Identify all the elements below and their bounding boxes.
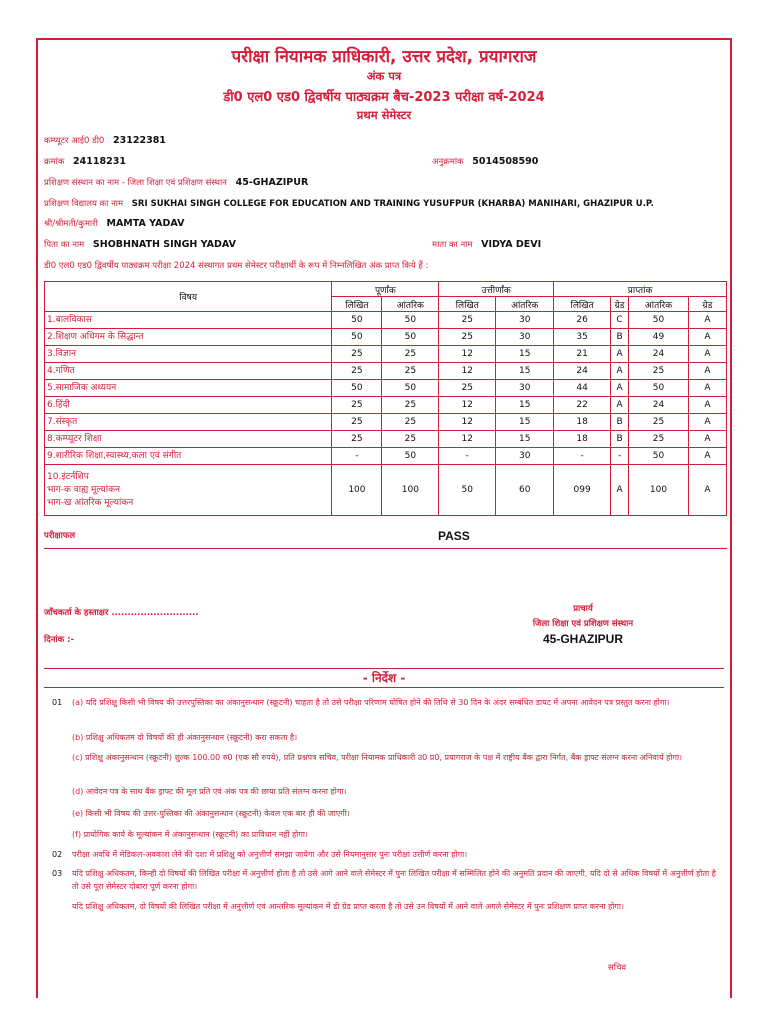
grade-internal-cell: A — [688, 346, 726, 363]
table-row — [45, 448, 727, 465]
grade-written-cell: A — [611, 346, 629, 363]
pass-written-cell: - — [439, 448, 496, 465]
pass-internal-cell: 30 — [496, 312, 554, 329]
instruction-number: 02 — [52, 850, 63, 859]
instruction-3a — [44, 867, 724, 897]
obtained-written-cell: 22 — [554, 397, 611, 414]
pass-written-cell: 50 — [439, 465, 496, 516]
course-title: डी0 एल0 एड0 द्विवर्षीय पाठ्यक्रम बैच-2023 परीक्षा वर्ष-2024 — [223, 90, 545, 105]
principal-title: प्राचार्य — [573, 604, 593, 614]
instructions-title: - निर्देश - — [44, 668, 724, 688]
obtained-written-cell: 099 — [554, 465, 611, 516]
grade-internal-cell: A — [688, 448, 726, 465]
serial-value: 24118231 — [73, 156, 126, 167]
grade-internal-cell: A — [688, 312, 726, 329]
pass-internal-cell: 30 — [496, 380, 554, 397]
pass-internal-cell: 60 — [496, 465, 554, 516]
computer-id-label: कम्प्यूटर आई0 डी0 — [44, 136, 105, 146]
full-marks-header: पूर्णांक — [332, 282, 439, 297]
internal-header: आंतरिक — [629, 297, 689, 312]
grade-written-cell: B — [611, 414, 629, 431]
obtained-written-cell: 44 — [554, 380, 611, 397]
full-written-cell: 25 — [332, 397, 382, 414]
full-internal-cell: 100 — [382, 465, 439, 516]
obtained-marks-header: प्राप्तांक — [554, 282, 727, 297]
subject-cell: 9.शारीरिक शिक्षा,स्वास्थ्य,कला एवं संगीत — [45, 448, 332, 465]
full-written-cell: 25 — [332, 346, 382, 363]
subject-cell: 5.सामाजिक अध्ययन — [45, 380, 332, 397]
pass-written-cell: 12 — [439, 431, 496, 448]
instruction-1b — [44, 731, 724, 745]
subject-cell: 4.गणित — [45, 363, 332, 380]
subject-header: विषय — [45, 282, 332, 312]
pass-written-cell: 12 — [439, 363, 496, 380]
instruction-1c — [44, 751, 724, 781]
roll-value: 5014508590 — [472, 156, 539, 167]
pass-marks-header: उत्तीर्णांक — [439, 282, 554, 297]
college-field — [44, 198, 654, 209]
table-row — [45, 397, 727, 414]
pass-internal-cell: 30 — [496, 448, 554, 465]
instruction-text: (f) प्रायोगिक कार्य के मूल्यांकन में अंकानुसन्धान (स्क्रूटनी) का प्राविधान नहीं होगा। — [72, 830, 308, 839]
date-label: दिनांक :- — [44, 635, 75, 645]
pass-internal-cell: 15 — [496, 397, 554, 414]
instruction-1a — [44, 696, 724, 726]
secretary-signature: सचिव — [608, 963, 627, 973]
subject-cell: 6.हिंदी — [45, 397, 332, 414]
internal-header: आंतरिक — [382, 297, 439, 312]
grade-internal-cell: A — [688, 431, 726, 448]
principal-institute: जिला शिक्षा एवं प्रशिक्षण संस्थान — [532, 619, 634, 629]
pass-internal-cell: 15 — [496, 363, 554, 380]
serial-field — [44, 156, 126, 167]
table-row — [45, 346, 727, 363]
authority-title: परीक्षा नियामक प्राधिकारी, उत्तर प्रदेश, प्रयागराज — [231, 47, 537, 67]
table-row — [45, 312, 727, 329]
instruction-text: यदि प्रशिक्षु अधिकतम, किन्ही दो विषयों की लिखित परीक्षा में अनुत्तीर्ण होता है तो उसे आगे आने वाले सेमेस्टर में पुनः लिखित परीक्षा में सम्मिलित होने की अनुमति प्रदान की जाएगी, यदि दो से अधिक विषयों में अनुत्तीर्ण होता है तो उसे पूरा सेमेस्टर दोबारा पूर्ण करना होगा। — [72, 869, 716, 891]
result-value: PASS — [438, 529, 470, 543]
full-internal-cell: 50 — [382, 380, 439, 397]
obtained-internal-cell: 25 — [629, 363, 689, 380]
grade-internal-cell: A — [688, 465, 726, 516]
document-type: अंक पत्र — [366, 69, 402, 83]
obtained-written-cell: 21 — [554, 346, 611, 363]
father-value: SHOBHNATH SINGH YADAV — [92, 239, 236, 250]
grade-written-cell: - — [611, 448, 629, 465]
instruction-text: यदि प्रशिक्षु अधिकतम, दो विषयों की लिखित परीक्षा में अनुत्तीर्ण एवं आन्तरिक मूल्यांकन में डी ग्रेड प्राप्त करता है तो उसे उन विषयों में आने वाले अगले सेमेस्टर में पुनः प्रशिक्षण प्राप्त करना होगा। — [72, 902, 625, 911]
grade-written-cell: C — [611, 312, 629, 329]
computer-id-field — [44, 135, 166, 146]
obtained-internal-cell: 50 — [629, 380, 689, 397]
pass-written-cell: 25 — [439, 329, 496, 346]
table-row — [45, 329, 727, 346]
full-internal-cell: 25 — [382, 414, 439, 431]
full-written-cell: 50 — [332, 380, 382, 397]
internship-label: 10.इंटर्नशिप — [47, 471, 89, 482]
internal-header: आंतरिक — [496, 297, 554, 312]
instruction-number: 01 — [52, 698, 63, 707]
table-row — [45, 380, 727, 397]
institute-label: प्रशिक्षण संस्थान का नाम - जिला शिक्षा एवं प्रशिक्षण संस्थान — [44, 178, 227, 188]
instruction-text: (b) प्रशिक्षु अधिकतम दो विषयों की ही अंकानुसन्धान (स्क्रूटनी) करा सकता है। — [72, 733, 298, 742]
full-written-cell: 25 — [332, 363, 382, 380]
full-internal-cell: 50 — [382, 448, 439, 465]
grade-header: ग्रेड — [611, 297, 629, 312]
institute-field — [44, 177, 308, 188]
subject-cell — [45, 465, 332, 516]
written-header: लिखित — [554, 297, 611, 312]
instruction-1e — [44, 807, 724, 821]
obtained-written-cell: 18 — [554, 414, 611, 431]
full-internal-cell: 25 — [382, 397, 439, 414]
father-label: पिता का नाम — [44, 240, 85, 250]
subject-cell: 7.संस्कृत — [45, 414, 332, 431]
full-written-cell: 100 — [332, 465, 382, 516]
obtained-written-cell: 26 — [554, 312, 611, 329]
father-field — [44, 239, 236, 250]
table-row — [45, 363, 727, 380]
full-internal-cell: 50 — [382, 329, 439, 346]
principal-district: 45-GHAZIPUR — [542, 632, 623, 646]
full-internal-cell: 25 — [382, 363, 439, 380]
internal-eval-label: भाग-ख आंतरिक मूल्यांकन — [47, 497, 134, 508]
external-eval-label: भाग-क वाह्य मूल्यांकन — [47, 484, 120, 495]
instruction-number: 03 — [52, 869, 63, 878]
student-name-value: MAMTA YADAV — [106, 218, 185, 229]
college-value: SRI SUKHAI SINGH COLLEGE FOR EDUCATION AND TRAINING YUSUFPUR (KHARBA) MANIHARI, GHAZIPUR U.P. — [131, 199, 654, 209]
full-internal-cell: 50 — [382, 312, 439, 329]
table-row — [45, 431, 727, 448]
grade-written-cell: A — [611, 380, 629, 397]
instruction-3b — [44, 900, 724, 930]
marksheet — [36, 38, 732, 998]
subject-cell: 8.कम्प्यूटर शिक्षा — [45, 431, 332, 448]
full-internal-cell: 25 — [382, 431, 439, 448]
pass-internal-cell: 15 — [496, 414, 554, 431]
instruction-2 — [44, 848, 724, 862]
serial-label: क्रमांक — [44, 157, 65, 167]
college-label: प्रशिक्षण विद्यालय का नाम — [44, 199, 124, 209]
instruction-text: (d) आवेदन पत्र के साथ बैंक ड्राफ्ट की मूल प्रति एवं अंक पत्र की छाया प्रति संलग्न करना होगा। — [72, 787, 347, 796]
instruction-1f — [44, 828, 724, 842]
grade-internal-cell: A — [688, 397, 726, 414]
roll-label: अनुक्रमांक — [432, 157, 464, 167]
instruction-text: (c) प्रशिक्षु अंकानुसन्धान (स्क्रूटनी) शुल्क 100.00 रु0 (एक सौ रुपये), प्रति प्रश्नपत्र सचिव, परीक्षा नियामक प्राधिकारी उ0 प्र0, प्रयागराज के पक्ष में राष्ट्रीय बैंक द्वारा निर्गत, बैंक ड्राफ्ट संलग्न करना अनिवार्य होगा। — [72, 753, 683, 762]
obtained-written-cell: - — [554, 448, 611, 465]
instruction-text: परीक्षा अवधि में मेडिकल-अवकाश लेने की दशा में प्रशिक्षु को अनुत्तीर्ण समझा जायेगा और उसे नियमानुसार पुनः परीक्षा उत्तीर्ण करना होगा। — [72, 850, 468, 859]
table-row — [45, 465, 727, 516]
obtained-written-cell: 18 — [554, 431, 611, 448]
obtained-internal-cell: 49 — [629, 329, 689, 346]
examiner-signature: जाँचकर्ता के हस्ताक्षर ........................... — [44, 608, 199, 618]
full-written-cell: 25 — [332, 414, 382, 431]
written-header: लिखित — [439, 297, 496, 312]
student-name-label: श्री/श्रीमती/कुमारी — [44, 219, 98, 229]
subject-cell: 2.शिक्षण अधिगम के सिद्धान्त — [45, 329, 332, 346]
pass-written-cell: 25 — [439, 312, 496, 329]
full-internal-cell: 25 — [382, 346, 439, 363]
grade-written-cell: A — [611, 465, 629, 516]
obtained-internal-cell: 50 — [629, 312, 689, 329]
grade-header: ग्रेड — [688, 297, 726, 312]
computer-id-value: 23122381 — [113, 135, 166, 146]
full-written-cell: - — [332, 448, 382, 465]
obtained-written-cell: 35 — [554, 329, 611, 346]
full-written-cell: 50 — [332, 329, 382, 346]
institute-value: 45-GHAZIPUR — [235, 177, 309, 188]
semester-title: प्रथम सेमेस्टर — [356, 108, 412, 122]
grade-internal-cell: A — [688, 363, 726, 380]
marks-table — [44, 281, 727, 516]
obtained-internal-cell: 25 — [629, 414, 689, 431]
grade-written-cell: B — [611, 329, 629, 346]
table-row — [45, 414, 727, 431]
obtained-internal-cell: 100 — [629, 465, 689, 516]
subject-cell: 3.विज्ञान — [45, 346, 332, 363]
table-header-row — [45, 282, 727, 297]
pass-written-cell: 12 — [439, 414, 496, 431]
obtained-internal-cell: 24 — [629, 346, 689, 363]
mother-value: VIDYA DEVI — [481, 239, 542, 250]
obtained-internal-cell: 50 — [629, 448, 689, 465]
result-label: परीक्षाफल — [44, 531, 76, 541]
grade-written-cell: A — [611, 363, 629, 380]
full-written-cell: 25 — [332, 431, 382, 448]
mother-field — [432, 239, 541, 250]
roll-field — [432, 156, 538, 167]
instruction-1d — [44, 785, 724, 799]
result-row — [44, 528, 727, 549]
statement: डी0 एल0 एड0 द्विवर्षीय पाठ्यक्रम परीक्षा 2024 संस्थागत प्रथम सेमेस्टर परीक्षार्थी के रूप में निम्नलिखित अंक प्राप्त किये हैं : — [44, 261, 429, 271]
instruction-text: (a) यदि प्रशिक्षु किसी भी विषय की उत्तरपुस्तिका का अंकानुसन्धान (स्क्रूटनी) चाहता है तो उसे परीक्षा परिणाम घोषित होने की तिथि से 30 दिन के अंदर सम्बंधित डायट में अपना आवेदन पत्र प्रस्तुत करना होगा। — [72, 698, 670, 707]
full-written-cell: 50 — [332, 312, 382, 329]
subject-cell: 1.बालविकास — [45, 312, 332, 329]
grade-written-cell: A — [611, 397, 629, 414]
pass-written-cell: 12 — [439, 346, 496, 363]
obtained-internal-cell: 25 — [629, 431, 689, 448]
grade-written-cell: B — [611, 431, 629, 448]
pass-internal-cell: 15 — [496, 346, 554, 363]
pass-written-cell: 12 — [439, 397, 496, 414]
grade-internal-cell: A — [688, 414, 726, 431]
pass-written-cell: 25 — [439, 380, 496, 397]
obtained-internal-cell: 24 — [629, 397, 689, 414]
grade-internal-cell: A — [688, 380, 726, 397]
student-name-field — [44, 218, 184, 229]
obtained-written-cell: 24 — [554, 363, 611, 380]
pass-internal-cell: 30 — [496, 329, 554, 346]
written-header: लिखित — [332, 297, 382, 312]
instruction-text: (e) किसी भी विषय की उत्तर-पुस्तिका की अंकानुसन्धान (स्क्रूटनी) केवल एक बार ही की जाएगी। — [72, 809, 350, 818]
pass-internal-cell: 15 — [496, 431, 554, 448]
grade-internal-cell: A — [688, 329, 726, 346]
mother-label: माता का नाम — [432, 240, 473, 250]
